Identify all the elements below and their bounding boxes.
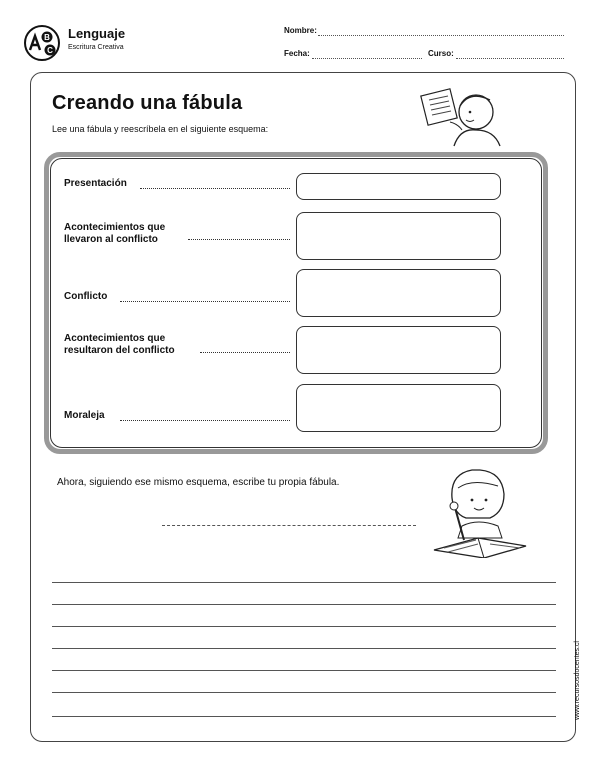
subject-title: Lenguaje bbox=[68, 26, 126, 41]
abc-logo-icon bbox=[24, 25, 60, 61]
scheme-label-acontecimientos-posteriores: Acontecimientos que resultaron del conflicto bbox=[64, 333, 175, 356]
worksheet-title: Creando una fábula bbox=[52, 92, 243, 114]
writing-line-6[interactable] bbox=[52, 692, 556, 693]
worksheet-instruction: Lee una fábula y reescríbela en el siguiente esquema: bbox=[52, 124, 269, 134]
scheme-label-acontecimientos-previos: Acontecimientos que llevaron al conflicto bbox=[64, 222, 166, 245]
scheme-label-moraleja: Moraleja bbox=[64, 410, 105, 421]
boy-reading-newspaper-icon bbox=[420, 86, 504, 148]
writing-line-4[interactable] bbox=[52, 648, 556, 649]
answer-box-presentacion[interactable] bbox=[296, 173, 501, 200]
girl-writing-in-notebook-icon bbox=[432, 468, 530, 558]
subject-subtitle: Escritura Creativa bbox=[68, 44, 124, 51]
fable-title-line[interactable] bbox=[162, 525, 416, 526]
answer-box-acontecimientos-posteriores[interactable] bbox=[296, 326, 501, 374]
writing-line-3[interactable] bbox=[52, 626, 556, 627]
leader-dots bbox=[188, 239, 290, 240]
leader-dots bbox=[200, 352, 290, 353]
scheme-label-conflicto: Conflicto bbox=[64, 291, 108, 302]
date-label: Fecha: bbox=[284, 49, 310, 58]
name-label: Nombre: bbox=[284, 26, 317, 35]
course-label: Curso: bbox=[428, 49, 454, 58]
leader-dots bbox=[120, 420, 290, 421]
writing-line-2[interactable] bbox=[52, 604, 556, 605]
course-field[interactable] bbox=[456, 58, 564, 59]
writing-prompt: Ahora, siguiendo ese mismo esquema, escribe tu propia fábula. bbox=[57, 477, 340, 488]
leader-dots bbox=[120, 301, 290, 302]
scheme-label-presentacion: Presentación bbox=[64, 178, 127, 189]
date-field[interactable] bbox=[312, 58, 422, 59]
answer-box-moraleja[interactable] bbox=[296, 384, 501, 432]
writing-line-5[interactable] bbox=[52, 670, 556, 671]
writing-line-1[interactable] bbox=[52, 582, 556, 583]
answer-box-acontecimientos-previos[interactable] bbox=[296, 212, 501, 260]
logo-letter-c: C bbox=[47, 46, 53, 55]
leader-dots bbox=[140, 188, 290, 189]
answer-box-conflicto[interactable] bbox=[296, 269, 501, 317]
name-field[interactable] bbox=[318, 35, 564, 36]
website-credit: www.recursosdocentes.cl bbox=[574, 641, 581, 720]
logo-letter-b: B bbox=[44, 33, 50, 42]
writing-line-7[interactable] bbox=[52, 716, 556, 717]
